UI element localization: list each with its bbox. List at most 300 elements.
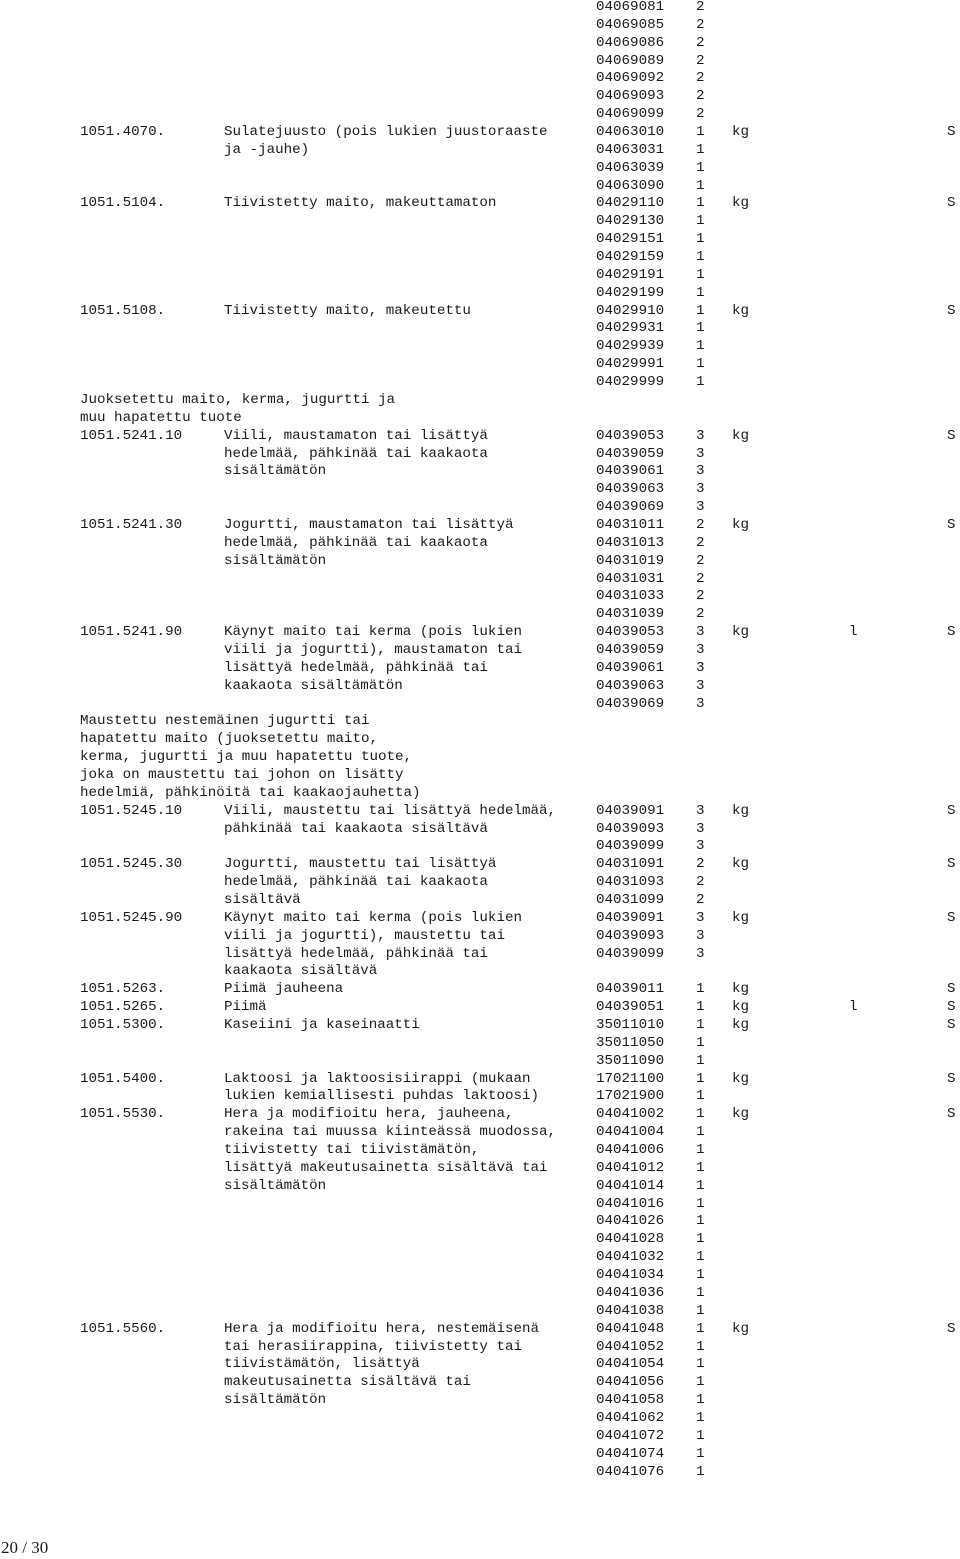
status-mark: S [947,1106,956,1123]
table-row [0,570,960,588]
cn-code: 04029199 [596,284,665,301]
cn-code: 04039093 [596,820,665,837]
group-number: 1 [696,195,705,212]
product-description: Sulatejuusto (pois lukien juustoraaste [224,124,548,141]
table-row [0,212,960,230]
table-row [0,1159,960,1177]
cn-code: 04041062 [596,1409,665,1426]
extra-unit: l [849,624,858,641]
cn-code: 04029991 [596,356,665,373]
product-code: 1051.5560. [80,1320,166,1337]
table-row [0,1409,960,1427]
cn-code: 04069092 [596,70,665,87]
group-number: 1 [696,1142,705,1159]
heading-row [0,712,960,730]
cn-code: 04029159 [596,249,665,266]
table-row [0,1266,960,1284]
subproduct-code: 1051.5241.10 [80,427,183,444]
table-row [0,1087,960,1105]
cn-code: 04031093 [596,874,665,891]
table-row [0,1355,960,1373]
table-row [0,998,960,1016]
product-description: Jogurtti, maustamaton tai lisättyä [224,516,514,533]
table-row [0,1463,960,1481]
cn-code: 04041026 [596,1213,665,1230]
cn-code: 04041058 [596,1392,665,1409]
group-number: 1 [696,1374,705,1391]
cn-code: 17021900 [596,1088,665,1105]
status-mark: S [947,981,956,998]
group-number: 3 [696,445,705,462]
group-number: 1 [696,213,705,230]
status-mark: S [947,195,956,212]
group-number: 1 [696,177,705,194]
cn-code: 04069093 [596,88,665,105]
product-description: Kaseiini ja kaseinaatti [224,1017,420,1034]
product-description: hedelmää, pähkinää tai kaakaota [224,874,488,891]
subproduct-code: 1051.5245.30 [80,856,183,873]
group-number: 1 [696,266,705,283]
product-description: lisättyä hedelmää, pähkinää tai [224,659,488,676]
table-row [0,373,960,391]
table-row [0,1177,960,1195]
heading-row [0,409,960,427]
product-description: Tiivistetty maito, makeutettu [224,302,471,319]
group-number: 2 [696,516,705,533]
cn-code: 04041004 [596,1124,665,1141]
table-row [0,177,960,195]
status-mark: S [947,427,956,444]
cn-code: 04041012 [596,1159,665,1176]
product-code: 1051.5530. [80,1106,166,1123]
status-mark: S [947,302,956,319]
heading-row [0,748,960,766]
group-number: 1 [696,1124,705,1141]
table-row [0,194,960,212]
product-code: 1051.5300. [80,1017,166,1034]
product-description: hedelmää, pähkinää tai kaakaota [224,445,488,462]
table-row [0,1445,960,1463]
subproduct-code: 1051.5241.90 [80,624,183,641]
product-description: tiivistämätön, lisättyä [224,1356,420,1373]
table-row [0,623,960,641]
cn-code: 04063039 [596,159,665,176]
table-row [0,1034,960,1052]
product-description: Jogurtti, maustettu tai lisättyä [224,856,497,873]
product-description: pähkinää tai kaakaota sisältävä [224,820,488,837]
product-description: kaakaota sisältävä [224,963,378,980]
status-mark: S [947,856,956,873]
product-description: makeutusainetta sisältävä tai [224,1374,471,1391]
cn-code: 04041002 [596,1106,665,1123]
table-row [0,230,960,248]
table-row [0,1052,960,1070]
group-number: 1 [696,249,705,266]
group-number: 2 [696,892,705,908]
table-row [0,105,960,123]
unit: kg [732,427,750,444]
status-mark: S [947,1320,956,1337]
page-number: 20 / 30 [1,1538,49,1557]
table-row [0,1070,960,1088]
table-row [0,1105,960,1123]
cn-code: 04029151 [596,231,665,248]
unit: kg [732,1017,750,1034]
product-description: Viili, maustettu tai lisättyä hedelmää, [224,802,557,819]
group-number: 2 [696,570,705,587]
table-row [0,605,960,623]
cn-code: 04063031 [596,141,665,158]
group-number: 2 [696,552,705,569]
product-description: hedelmää, pähkinää tai kaakaota [224,534,488,551]
cn-code: 04041054 [596,1356,665,1373]
product-description: viili ja jogurtti), maustettu tai [224,927,505,944]
group-number: 3 [696,927,705,944]
status-mark: S [947,909,956,926]
cn-code: 04039069 [596,695,665,712]
cn-code: 04039063 [596,677,665,694]
table-row [0,1141,960,1159]
product-description: sisältämätön [224,552,327,569]
group-number: 1 [696,356,705,373]
product-description: Käynyt maito tai kerma (pois lukien [224,624,522,641]
cn-code: 04039053 [596,427,665,444]
group-number: 2 [696,106,705,123]
cn-code: 04029110 [596,195,665,212]
group-number: 1 [696,1088,705,1105]
unit: kg [732,1106,750,1123]
status-mark: S [947,1070,956,1087]
table-row [0,69,960,87]
group-number: 1 [696,374,705,391]
table-row [0,891,960,909]
product-description: Hera ja modifioitu hera, jauheena, [224,1106,514,1123]
status-mark: S [947,1017,956,1034]
table-row [0,445,960,463]
cn-code: 04029130 [596,213,665,230]
group-number: 1 [696,1034,705,1051]
cn-code: 35011090 [596,1052,665,1069]
group-number: 1 [696,141,705,158]
cn-code: 35011050 [596,1034,665,1051]
table-row [0,695,960,713]
group-number: 1 [696,1249,705,1266]
table-row [0,1195,960,1213]
table-row [0,52,960,70]
cn-code: 04039059 [596,445,665,462]
section-heading: hedelmiä, pähkinöitä tai kaakaojauhetta) [80,784,421,801]
group-number: 2 [696,606,705,623]
product-description: rakeina tai muussa kiinteässä muodossa, [224,1124,557,1141]
cn-code: 04063010 [596,124,665,141]
table-row [0,1338,960,1356]
cn-code: 04029191 [596,266,665,283]
product-description: Piimä jauheena [224,981,344,998]
cn-code: 04039051 [596,999,665,1016]
cn-code: 04069089 [596,52,665,69]
group-number: 2 [696,52,705,69]
group-number: 3 [696,695,705,712]
group-number: 1 [696,981,705,998]
table-row [0,319,960,337]
unit: kg [732,856,750,873]
product-description: kaakaota sisältämätön [224,677,403,694]
section-heading: joka on maustettu tai johon on lisätty [80,766,404,783]
cn-code: 04041056 [596,1374,665,1391]
table-row [0,355,960,373]
cn-code: 04039069 [596,499,665,516]
subproduct-code: 1051.5241.30 [80,516,183,533]
product-description: sisältämätön [224,463,327,480]
section-heading: kerma, jugurtti ja muu hapatettu tuote, [80,749,413,766]
cn-code: 04039059 [596,641,665,658]
table-row [0,820,960,838]
group-number: 1 [696,999,705,1016]
cn-code: 04039091 [596,909,665,926]
group-number: 2 [696,874,705,891]
cn-code: 04041052 [596,1338,665,1355]
table-row [0,962,960,980]
table-row [0,1248,960,1266]
status-mark: S [947,516,956,533]
table-row [0,1123,960,1141]
product-description: sisältämätön [224,1392,327,1409]
product-description: lisättyä hedelmää, pähkinää tai [224,945,488,962]
cn-code: 04029910 [596,302,665,319]
table-row [0,87,960,105]
group-number: 3 [696,659,705,676]
group-number: 2 [696,16,705,33]
cn-code: 04041076 [596,1463,665,1480]
product-code: 1051.5108. [80,302,166,319]
group-number: 1 [696,1159,705,1176]
table-row [0,516,960,534]
section-heading: Maustettu nestemäinen jugurtti tai [80,713,370,730]
unit: kg [732,909,750,926]
group-number: 1 [696,1409,705,1426]
table-row [0,302,960,320]
status-mark: S [947,124,956,141]
cn-code: 04031033 [596,588,665,605]
table-row [0,534,960,552]
table-row [0,123,960,141]
cn-code: 04041074 [596,1445,665,1462]
table-row [0,980,960,998]
product-description: sisältämätön [224,1177,327,1194]
cn-code: 04031039 [596,606,665,623]
unit: kg [732,195,750,212]
group-number: 1 [696,320,705,337]
group-number: 1 [696,1195,705,1212]
table-row [0,587,960,605]
group-number: 1 [696,159,705,176]
unit: kg [732,802,750,819]
product-description: tiivistetty tai tiivistämätön, [224,1142,480,1159]
product-description: tai herasiirappina, tiivistetty tai [224,1338,522,1355]
section-heading: hapatettu maito (juoksetettu maito, [80,731,378,748]
unit: kg [732,1070,750,1087]
table-row [0,641,960,659]
cn-code: 04041034 [596,1267,665,1284]
table-row [0,427,960,445]
heading-row [0,730,960,748]
table-row [0,141,960,159]
cn-code: 04041016 [596,1195,665,1212]
table-row [0,248,960,266]
cn-code: 04069085 [596,16,665,33]
product-code: 1051.5400. [80,1070,166,1087]
cn-code: 04029931 [596,320,665,337]
group-number: 3 [696,945,705,962]
group-number: 1 [696,231,705,248]
table-row [0,909,960,927]
extra-unit: l [849,999,858,1016]
cn-code: 04039093 [596,927,665,944]
table-row [0,1427,960,1445]
group-number: 1 [696,1231,705,1248]
group-number: 1 [696,1392,705,1409]
unit: kg [732,516,750,533]
cn-code: 04041072 [596,1427,665,1444]
cn-code: 04039099 [596,838,665,855]
product-code: 1051.5263. [80,981,166,998]
table-row [0,659,960,677]
cn-code: 04069081 [596,0,665,15]
group-number: 1 [696,1177,705,1194]
group-number: 1 [696,284,705,301]
section-heading: Juoksetettu maito, kerma, jugurtti ja [80,391,396,408]
product-description: viili ja jogurtti), maustamaton tai [224,641,522,658]
table-row [0,16,960,34]
table-row [0,837,960,855]
unit: kg [732,302,750,319]
group-number: 2 [696,0,705,15]
product-description: sisältävä [224,892,301,908]
cn-code: 04031031 [596,570,665,587]
group-number: 3 [696,641,705,658]
cn-code: 04063090 [596,177,665,194]
table-row [0,462,960,480]
table-row [0,1391,960,1409]
table-row [0,552,960,570]
group-number: 1 [696,1320,705,1337]
table-row [0,1284,960,1302]
group-number: 3 [696,802,705,819]
table-row [0,159,960,177]
group-number: 2 [696,534,705,551]
cn-code: 04031099 [596,892,665,908]
group-number: 1 [696,1338,705,1355]
table-row [0,337,960,355]
cn-code: 04039063 [596,481,665,498]
product-description: Hera ja modifioitu hera, nestemäisenä [224,1320,540,1337]
table-row [0,1320,960,1338]
cn-code: 04029939 [596,338,665,355]
group-number: 3 [696,820,705,837]
table-row [0,677,960,695]
table-row [0,927,960,945]
status-mark: S [947,624,956,641]
product-code: 1051.4070. [80,124,166,141]
heading-row [0,766,960,784]
group-number: 3 [696,677,705,694]
group-number: 3 [696,481,705,498]
product-description: Tiivistetty maito, makeuttamaton [224,195,497,212]
cn-code: 04039091 [596,802,665,819]
group-number: 3 [696,909,705,926]
product-description: Käynyt maito tai kerma (pois lukien [224,909,522,926]
table-row [0,480,960,498]
cn-code: 04031091 [596,856,665,873]
status-mark: S [947,999,956,1016]
cn-code: 17021100 [596,1070,665,1087]
cn-code: 04039053 [596,624,665,641]
table-row [0,802,960,820]
group-number: 2 [696,856,705,873]
section-heading: muu hapatettu tuote [80,409,242,426]
cn-code: 04069086 [596,34,665,51]
cn-code: 04039061 [596,659,665,676]
unit: kg [732,1320,750,1337]
cn-code: 04041006 [596,1142,665,1159]
group-number: 1 [696,1445,705,1462]
subproduct-code: 1051.5245.10 [80,802,183,819]
table-row [0,0,960,16]
product-code: 1051.5265. [80,999,166,1016]
cn-code: 04031011 [596,516,665,533]
cn-code: 04041036 [596,1284,665,1301]
group-number: 1 [696,1463,705,1480]
subproduct-code: 1051.5245.90 [80,909,183,926]
group-number: 1 [696,124,705,141]
cn-code: 04041038 [596,1302,665,1319]
group-number: 1 [696,1017,705,1034]
group-number: 1 [696,1106,705,1123]
product-description: Piimä [224,999,267,1016]
group-number: 1 [696,1356,705,1373]
group-number: 1 [696,1052,705,1069]
cn-code: 04041028 [596,1231,665,1248]
cn-code: 04041014 [596,1177,665,1194]
group-number: 3 [696,463,705,480]
table-row [0,1373,960,1391]
group-number: 3 [696,624,705,641]
group-number: 3 [696,427,705,444]
group-number: 2 [696,588,705,605]
table-row [0,945,960,963]
table-row [0,1302,960,1320]
table-row [0,1016,960,1034]
product-code: 1051.5104. [80,195,166,212]
product-description: lisättyä makeutusainetta sisältävä tai [224,1159,548,1176]
table-row [0,873,960,891]
cn-code: 04031019 [596,552,665,569]
group-number: 1 [696,1302,705,1319]
product-description: ja -jauhe) [224,141,310,158]
group-number: 3 [696,838,705,855]
group-number: 1 [696,338,705,355]
group-number: 1 [696,302,705,319]
group-number: 2 [696,88,705,105]
unit: kg [732,999,750,1016]
group-number: 1 [696,1427,705,1444]
cn-code: 04041048 [596,1320,665,1337]
group-number: 2 [696,34,705,51]
status-mark: S [947,802,956,819]
cn-code: 04039061 [596,463,665,480]
heading-row [0,391,960,409]
unit: kg [732,124,750,141]
